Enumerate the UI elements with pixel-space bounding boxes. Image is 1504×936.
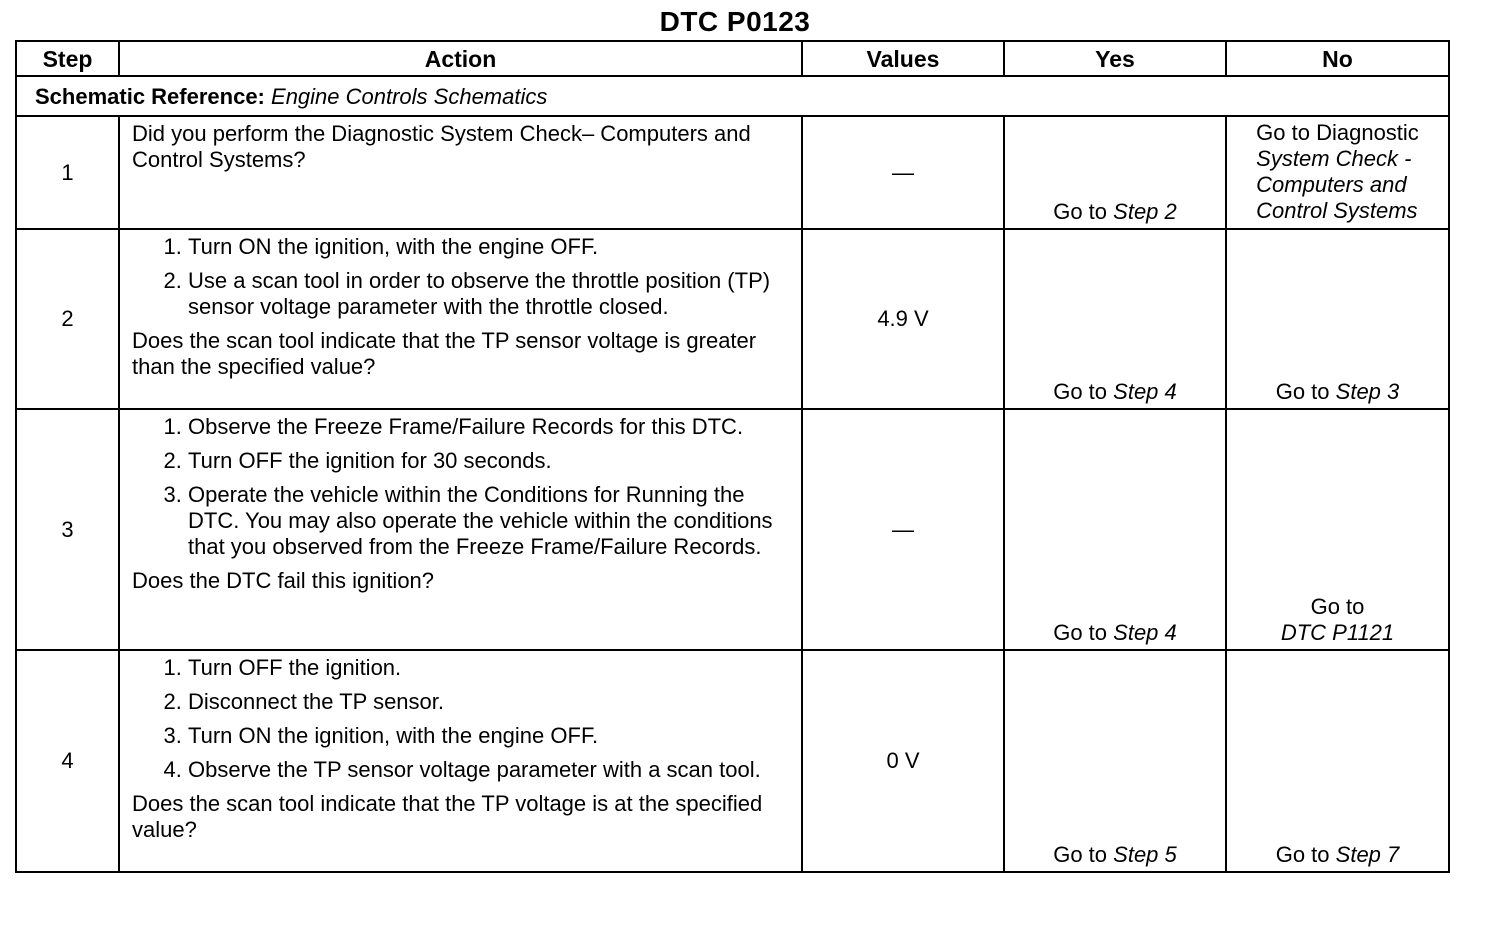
value-cell: — xyxy=(802,116,1004,229)
no-cell xyxy=(1226,116,1449,229)
step-number: 3 xyxy=(16,409,119,650)
yes-link[interactable]: Go to Step 4 xyxy=(1053,379,1177,404)
schematic-reference xyxy=(16,76,1449,116)
action-item: 4. Observe the TP sensor voltage parameter with a scan tool. xyxy=(188,757,793,783)
no-cell xyxy=(1226,229,1449,409)
schematic-row xyxy=(16,76,1449,116)
table-row xyxy=(16,650,1449,872)
header-row xyxy=(16,41,1449,76)
no-link[interactable]: Go to DTC P1121 xyxy=(1280,594,1395,645)
action-item: 3. Turn ON the ignition, with the engine OFF. xyxy=(188,723,793,749)
table-row xyxy=(16,229,1449,409)
step-number: 1 xyxy=(16,116,119,229)
action-cell xyxy=(119,650,802,872)
no-cell xyxy=(1226,650,1449,872)
value-cell: 4.9 V xyxy=(802,229,1004,409)
no-line: Control Systems xyxy=(1256,198,1418,223)
action-item: 2. Turn OFF the ignition for 30 seconds. xyxy=(188,448,793,474)
action-item: 2. Use a scan tool in order to observe the throttle position (TP) sensor voltage parameter with the throttle closed. xyxy=(188,268,793,320)
yes-cell xyxy=(1004,229,1226,409)
step-number: 4 xyxy=(16,650,119,872)
header-no: No xyxy=(1226,41,1449,76)
table-row xyxy=(16,409,1449,650)
header-yes: Yes xyxy=(1004,41,1226,76)
document-title: DTC P0123 xyxy=(659,6,811,37)
table-row xyxy=(16,116,1449,229)
no-link[interactable]: Go to Step 3 xyxy=(1275,379,1400,404)
yes-link[interactable]: Go to Step 2 xyxy=(1053,199,1177,224)
action-list xyxy=(132,234,793,320)
no-line: Computers and xyxy=(1256,172,1407,197)
header-action: Action xyxy=(119,41,802,76)
no-link[interactable] xyxy=(1256,117,1419,224)
header-step: Step xyxy=(16,41,119,76)
action-item: 1. Turn ON the ignition, with the engine OFF. xyxy=(188,234,793,260)
action-cell xyxy=(119,116,802,229)
step-number: 2 xyxy=(16,229,119,409)
no-line: System Check - xyxy=(1256,146,1412,171)
action-cell xyxy=(119,229,802,409)
value-cell: 0 V xyxy=(802,650,1004,872)
yes-cell xyxy=(1004,409,1226,650)
schematic-label: Schematic Reference: xyxy=(35,84,265,109)
action-list xyxy=(132,655,793,783)
schematic-link[interactable]: Engine Controls Schematics xyxy=(271,84,548,109)
yes-link[interactable]: Go to Step 5 xyxy=(1053,842,1177,867)
action-item: 1. Turn OFF the ignition. xyxy=(188,655,793,681)
action-question: Does the scan tool indicate that the TP voltage is at the specified value? xyxy=(132,791,763,842)
no-cell xyxy=(1226,409,1449,650)
action-question: Does the DTC fail this ignition? xyxy=(132,568,435,593)
action-list xyxy=(132,414,793,560)
no-link[interactable]: Go to Step 7 xyxy=(1275,842,1400,867)
yes-cell xyxy=(1004,116,1226,229)
action-question: Does the scan tool indicate that the TP sensor voltage is greater than the specified value? xyxy=(132,328,757,379)
yes-cell xyxy=(1004,650,1226,872)
diagnostic-table xyxy=(15,40,1450,873)
action-item: 1. Observe the Freeze Frame/Failure Records for this DTC. xyxy=(188,414,793,440)
yes-link[interactable]: Go to Step 4 xyxy=(1053,620,1177,645)
header-values: Values xyxy=(802,41,1004,76)
no-line: Go to Diagnostic xyxy=(1256,120,1419,145)
action-cell xyxy=(119,409,802,650)
action-question: Did you perform the Diagnostic System Check– Computers and Control Systems? xyxy=(132,121,751,172)
action-item: 2. Disconnect the TP sensor. xyxy=(188,689,793,715)
action-item: 3. Operate the vehicle within the Conditions for Running the DTC. You may also operate the vehicle within the conditions that you observed from the Freeze Frame/Failure Records. xyxy=(188,482,793,560)
value-cell: — xyxy=(802,409,1004,650)
